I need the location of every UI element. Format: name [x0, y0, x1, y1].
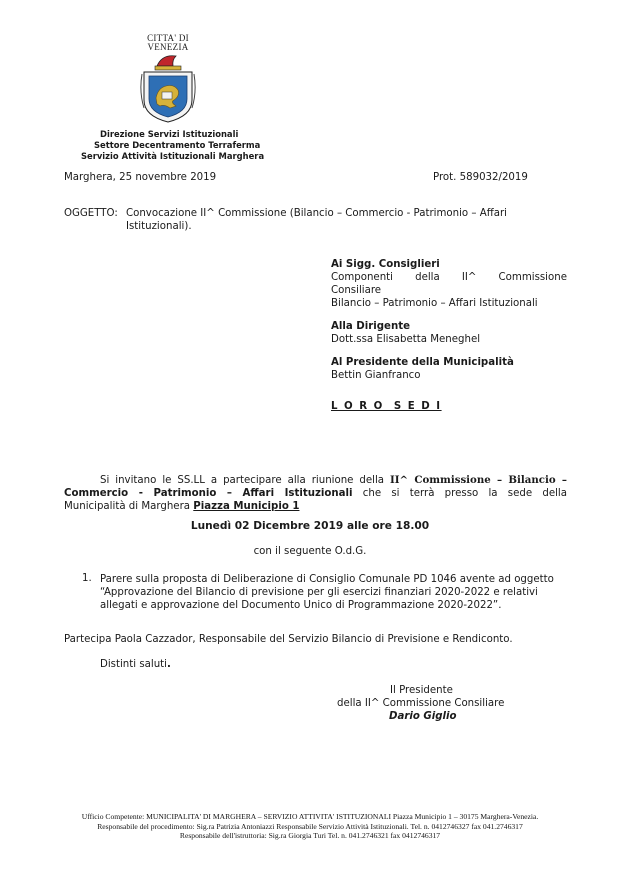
recipient-group1-title: Ai Sigg. Consiglieri — [331, 259, 440, 270]
dept-line-3: Servizio Attività Istituzionali Marghera — [81, 151, 265, 161]
place-date: Marghera, 25 novembre 2019 — [64, 172, 217, 183]
intro-text-3: Municipalità di Marghera — [64, 501, 191, 512]
subject-line-1: Convocazione II^ Commissione (Bilancio – Commercio - Patrimonio – Affari — [126, 208, 507, 219]
intro-text-1: Si invitano le SS.LL a partecipare alla riunione della — [100, 475, 385, 486]
footer — [0, 812, 620, 841]
intro-place: Piazza Municipio 1 — [193, 501, 300, 512]
recipient-group1-line3: Bilancio – Patrimonio – Affari Istituzionali — [331, 298, 538, 309]
recipient-group2-title: Alla Dirigente — [331, 321, 410, 332]
loro-sedi: L O R O S E D I — [331, 401, 442, 412]
city-name — [138, 34, 198, 52]
intro-text-2: che si terrà presso la sede della — [362, 488, 567, 499]
agenda-item-line-3: allegati e approvazione del Documento Unico di Programmazione 2020-2022”. — [100, 600, 502, 611]
recipient-word: II^ — [461, 272, 477, 283]
intro-line-3 — [64, 500, 567, 513]
recipient-group3-title: Al Presidente della Municipalità — [331, 357, 514, 368]
recipient-word: della — [415, 272, 440, 283]
agenda-intro: con il seguente O.d.G. — [253, 546, 367, 557]
intro-paragraph — [64, 474, 567, 513]
meeting-date: Lunedì 02 Dicembre 2019 alle ore 18.00 — [190, 520, 430, 532]
intro-commission-1: II^ Commissione – Bilancio – — [390, 474, 567, 486]
footer-line-1: Ufficio Competente: MUNICIPALITA' DI MARGHERA – SERVIZIO ATTIVITA' ISTITUZIONALI Piazza Municipio 1 – 30175 Marghera-Venezia. — [81, 812, 539, 821]
greeting-dot: . — [167, 659, 171, 670]
recipient-group3-line1: Bettin Gianfranco — [331, 370, 421, 381]
recipient-group2-line1: Dott.ssa Elisabetta Meneghel — [331, 334, 481, 345]
subject-label: OGGETTO: — [64, 208, 118, 219]
department-header — [80, 129, 264, 162]
agenda-item-number: 1. — [82, 573, 92, 584]
recipients-block — [331, 258, 567, 413]
signature-name: Dario Giglio — [389, 711, 457, 722]
footer-line-2: Responsabile del procedimento: Sig.ra Patrizia Antoniazzi Responsabile Servizio Attività Istituzionali. Tel. n. 0412746327 fax 041.2746317 — [97, 821, 523, 831]
agenda-item-line-1: Parere sulla proposta di Deliberazione di Consiglio Comunale PD 1046 avente ad oggetto — [100, 574, 554, 585]
recipient-group1-line2: Consiliare — [331, 285, 382, 296]
participant-line: Partecipa Paola Cazzador, Responsabile del Servizio Bilancio di Previsione e Rendiconto. — [64, 634, 513, 645]
dept-line-1: Direzione Servizi Istituzionali — [100, 129, 239, 139]
agenda-item — [100, 573, 570, 612]
intro-line-2 — [64, 487, 567, 500]
intro-line-1 — [64, 474, 567, 487]
greeting-text: Distinti saluti — [100, 659, 167, 670]
recipient-word: Componenti — [331, 272, 393, 283]
dept-line-2: Settore Decentramento Terraferma — [94, 140, 261, 150]
agenda-item-line-2: “Approvazione del Bilancio di previsione per gli esercizi finanziari 2020-2022 e relativi — [100, 587, 538, 598]
signature-role: della II^ Commissione Consiliare — [337, 698, 505, 709]
city-name-line1: CITTA' DI — [147, 33, 189, 43]
footer-line-3: Responsabile dell'istruttoria: Sig.ra Giorgia Turi Tel. n. 041.2746321 fax 0412746317 — [179, 831, 441, 841]
signature-title: Il Presidente — [390, 685, 453, 696]
recipient-word: Commissione — [498, 272, 567, 283]
protocol-number: Prot. 589032/2019 — [433, 172, 528, 183]
recipient-group1-line1 — [331, 271, 567, 284]
intro-commission-2: Commercio - Patrimonio – Affari Istituzionali — [64, 488, 353, 499]
subject-line-2: Istituzionali). — [126, 221, 192, 232]
city-crest-icon — [140, 52, 196, 124]
greeting — [100, 659, 171, 670]
city-name-line2: VENEZIA — [147, 42, 189, 52]
